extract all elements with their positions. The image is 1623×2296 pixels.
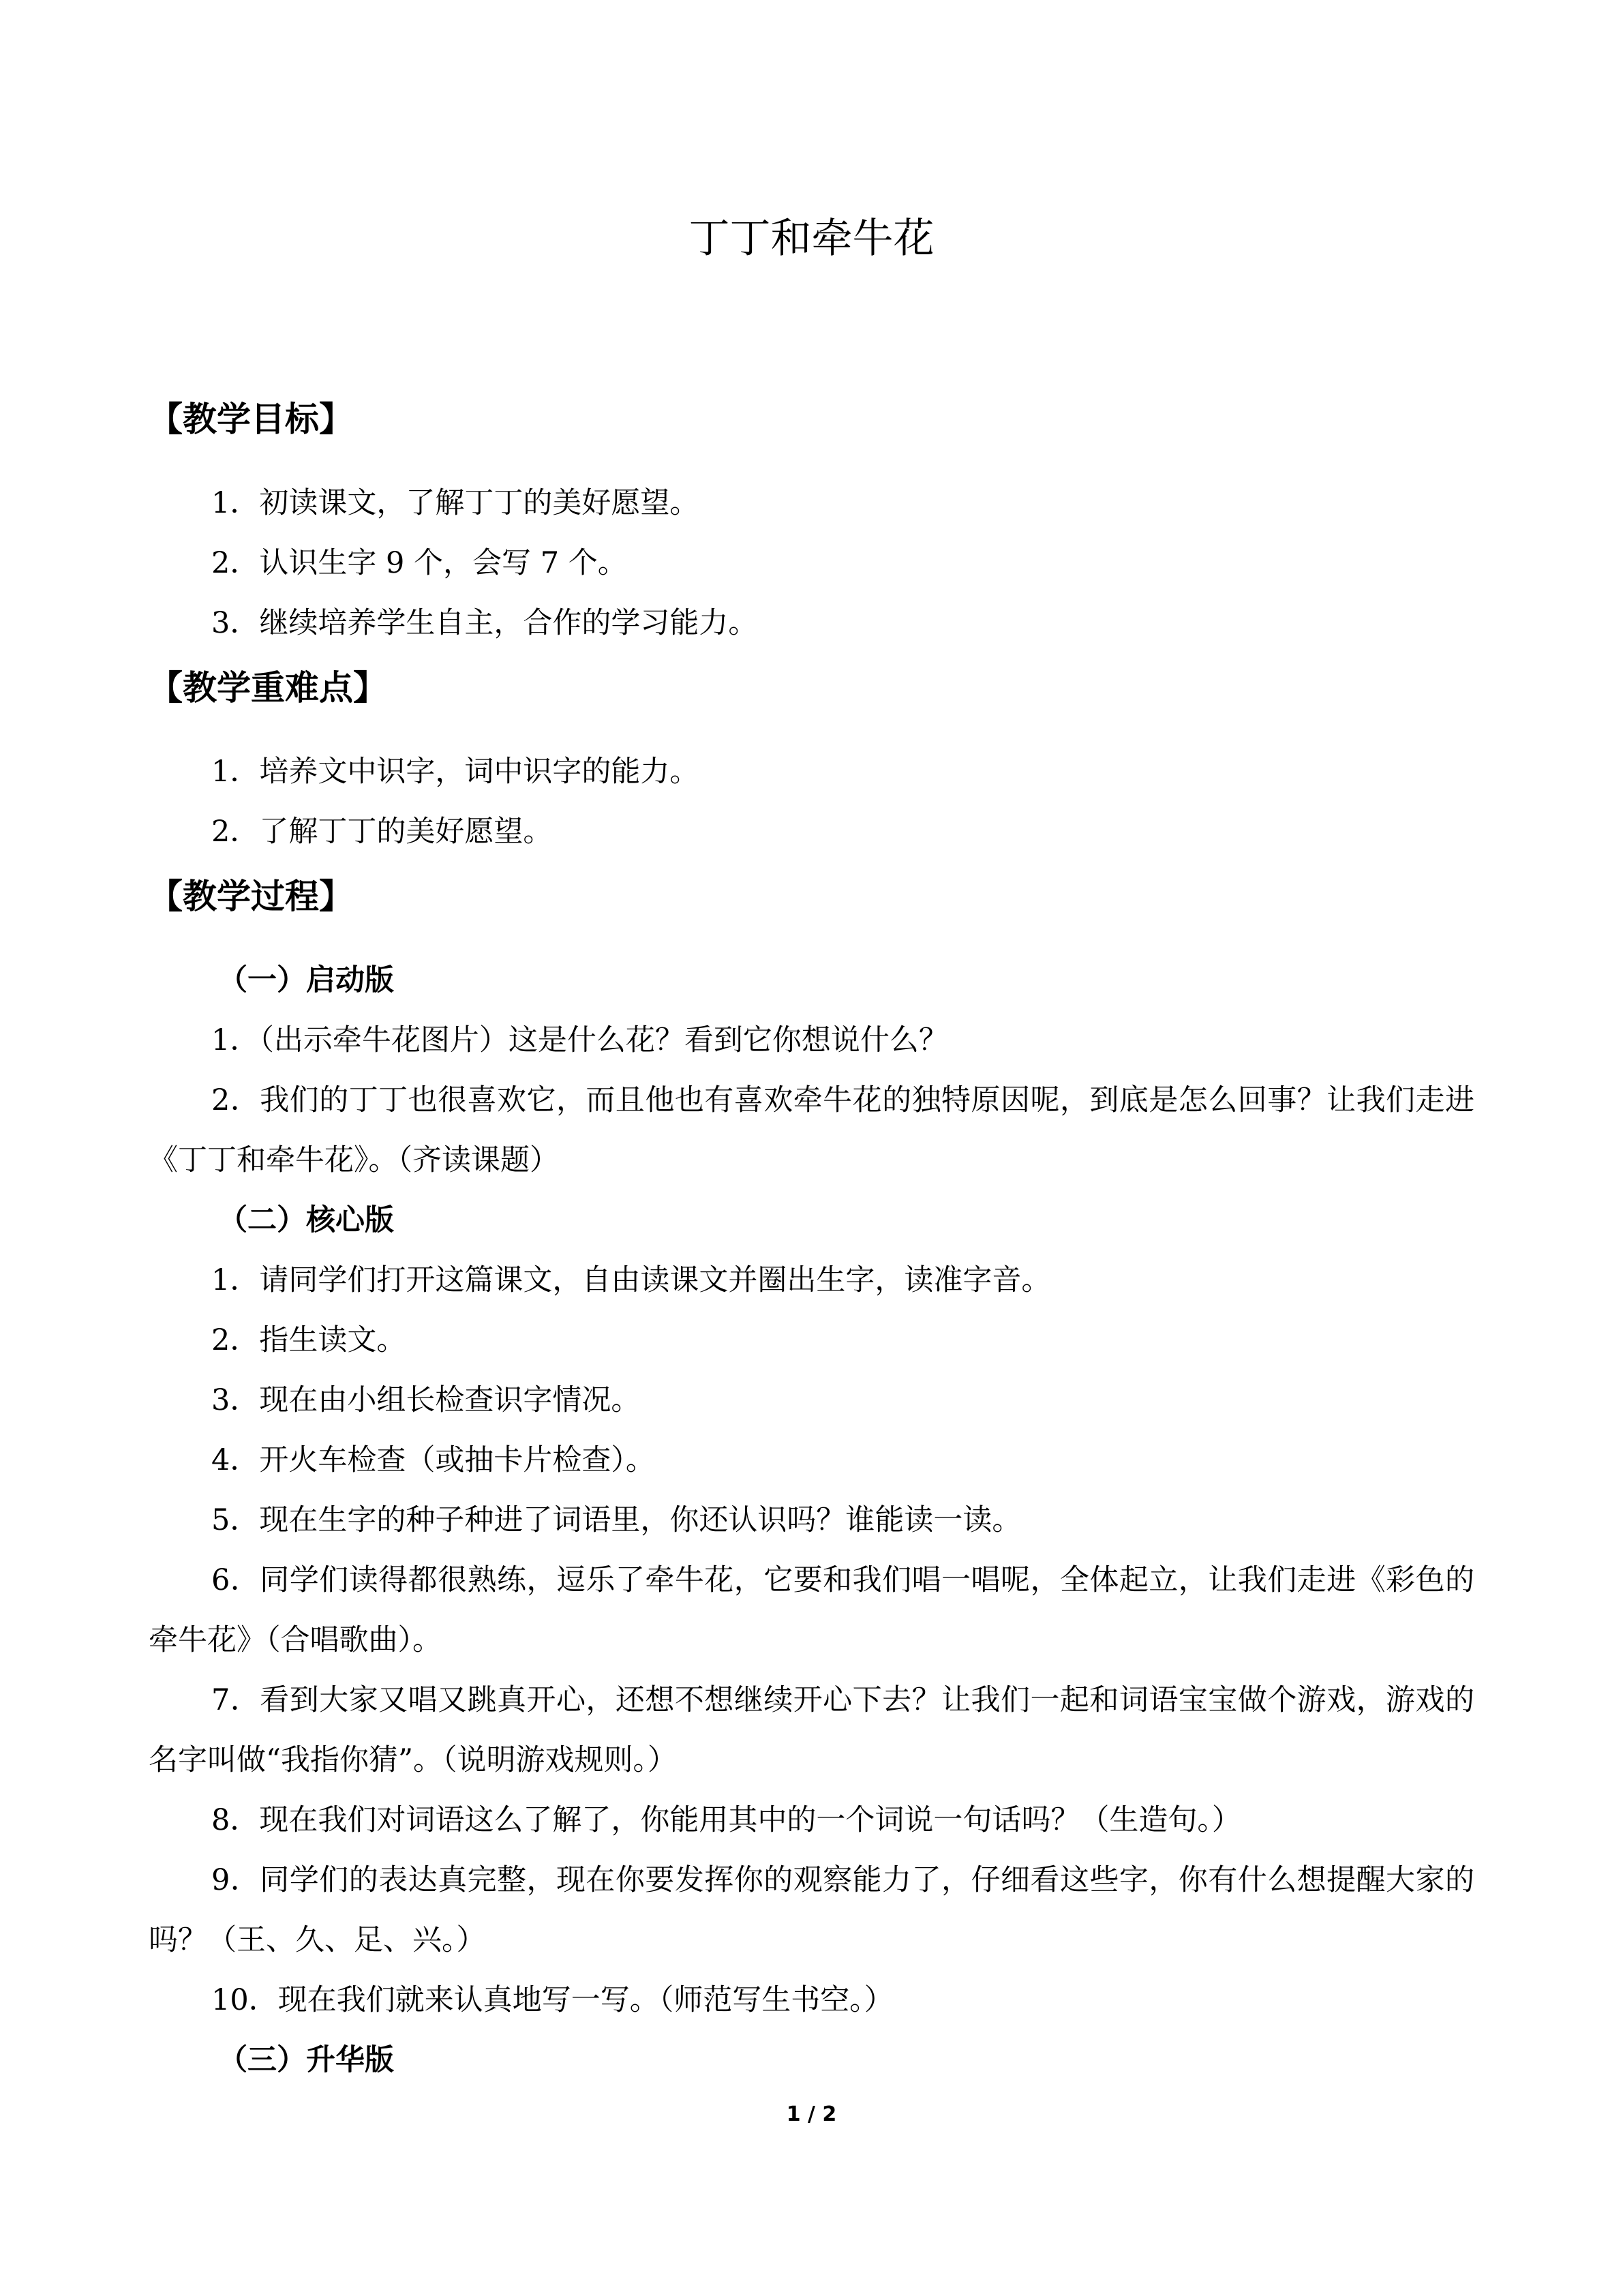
key-point-item: 1．培养文中识字，词中识字的能力。 bbox=[211, 755, 699, 789]
page-number: 1 / 2 bbox=[786, 2102, 837, 2126]
section-heading-key-points: 【教学重难点】 bbox=[149, 668, 387, 708]
subsection-heading-part3: （三）升华版 bbox=[218, 2043, 394, 2077]
process-item: 2．指生读文。 bbox=[211, 1323, 406, 1357]
objective-item: 2．认识生字 9 个，会写 7 个。 bbox=[211, 546, 627, 580]
subsection-heading-part1: （一）启动版 bbox=[218, 963, 394, 997]
process-item: 3．现在由小组长检查识字情况。 bbox=[211, 1383, 641, 1417]
document-title: 丁丁和牵牛花 bbox=[688, 215, 935, 262]
process-item: 4．开火车检查（或抽卡片检查）。 bbox=[211, 1443, 655, 1477]
process-item: 2．我们的丁丁也很喜欢它，而且他也有喜欢牵牛花的独特原因呢，到底是怎么回事？让我们走进《丁丁和牵牛花》。（齐读课题） bbox=[149, 1083, 1474, 1177]
process-item: 6．同学们读得都很熟练，逗乐了牵牛花，它要和我们唱一唱呢，全体起立，让我们走进《彩色的牵牛花》（合唱歌曲）。 bbox=[149, 1563, 1474, 1657]
process-item: 10．现在我们就来认真地写一写。（师范写生书空。） bbox=[211, 1983, 894, 2017]
process-item: 1．（出示牵牛花图片）这是什么花？看到它你想说什么？ bbox=[211, 1023, 948, 1057]
process-item: 8．现在我们对词语这么了解了，你能用其中的一个词说一句话吗？（生造句。） bbox=[211, 1803, 1241, 1837]
section-heading-objectives: 【教学目标】 bbox=[149, 399, 353, 439]
process-item: 7．看到大家又唱又跳真开心，还想不想继续开心下去？让我们一起和词语宝宝做个游戏，游戏的名字叫做“我指你猜”。（说明游戏规则。） bbox=[149, 1683, 1474, 1777]
objective-item: 1．初读课文，了解丁丁的美好愿望。 bbox=[211, 486, 699, 520]
process-item: 1．请同学们打开这篇课文，自由读课文并圈出生字，读准字音。 bbox=[211, 1263, 1051, 1297]
objective-item: 3．继续培养学生自主，合作的学习能力。 bbox=[211, 606, 758, 640]
process-item: 5．现在生字的种子种进了词语里，你还认识吗？谁能读一读。 bbox=[211, 1503, 1022, 1537]
process-item: 9．同学们的表达真完整，现在你要发挥你的观察能力了，仔细看这些字，你有什么想提醒大家的吗？（王、久、足、兴。） bbox=[149, 1863, 1474, 1957]
subsection-heading-part2: （二）核心版 bbox=[218, 1203, 394, 1237]
key-point-item: 2．了解丁丁的美好愿望。 bbox=[211, 815, 553, 849]
section-heading-process: 【教学过程】 bbox=[149, 877, 353, 916]
